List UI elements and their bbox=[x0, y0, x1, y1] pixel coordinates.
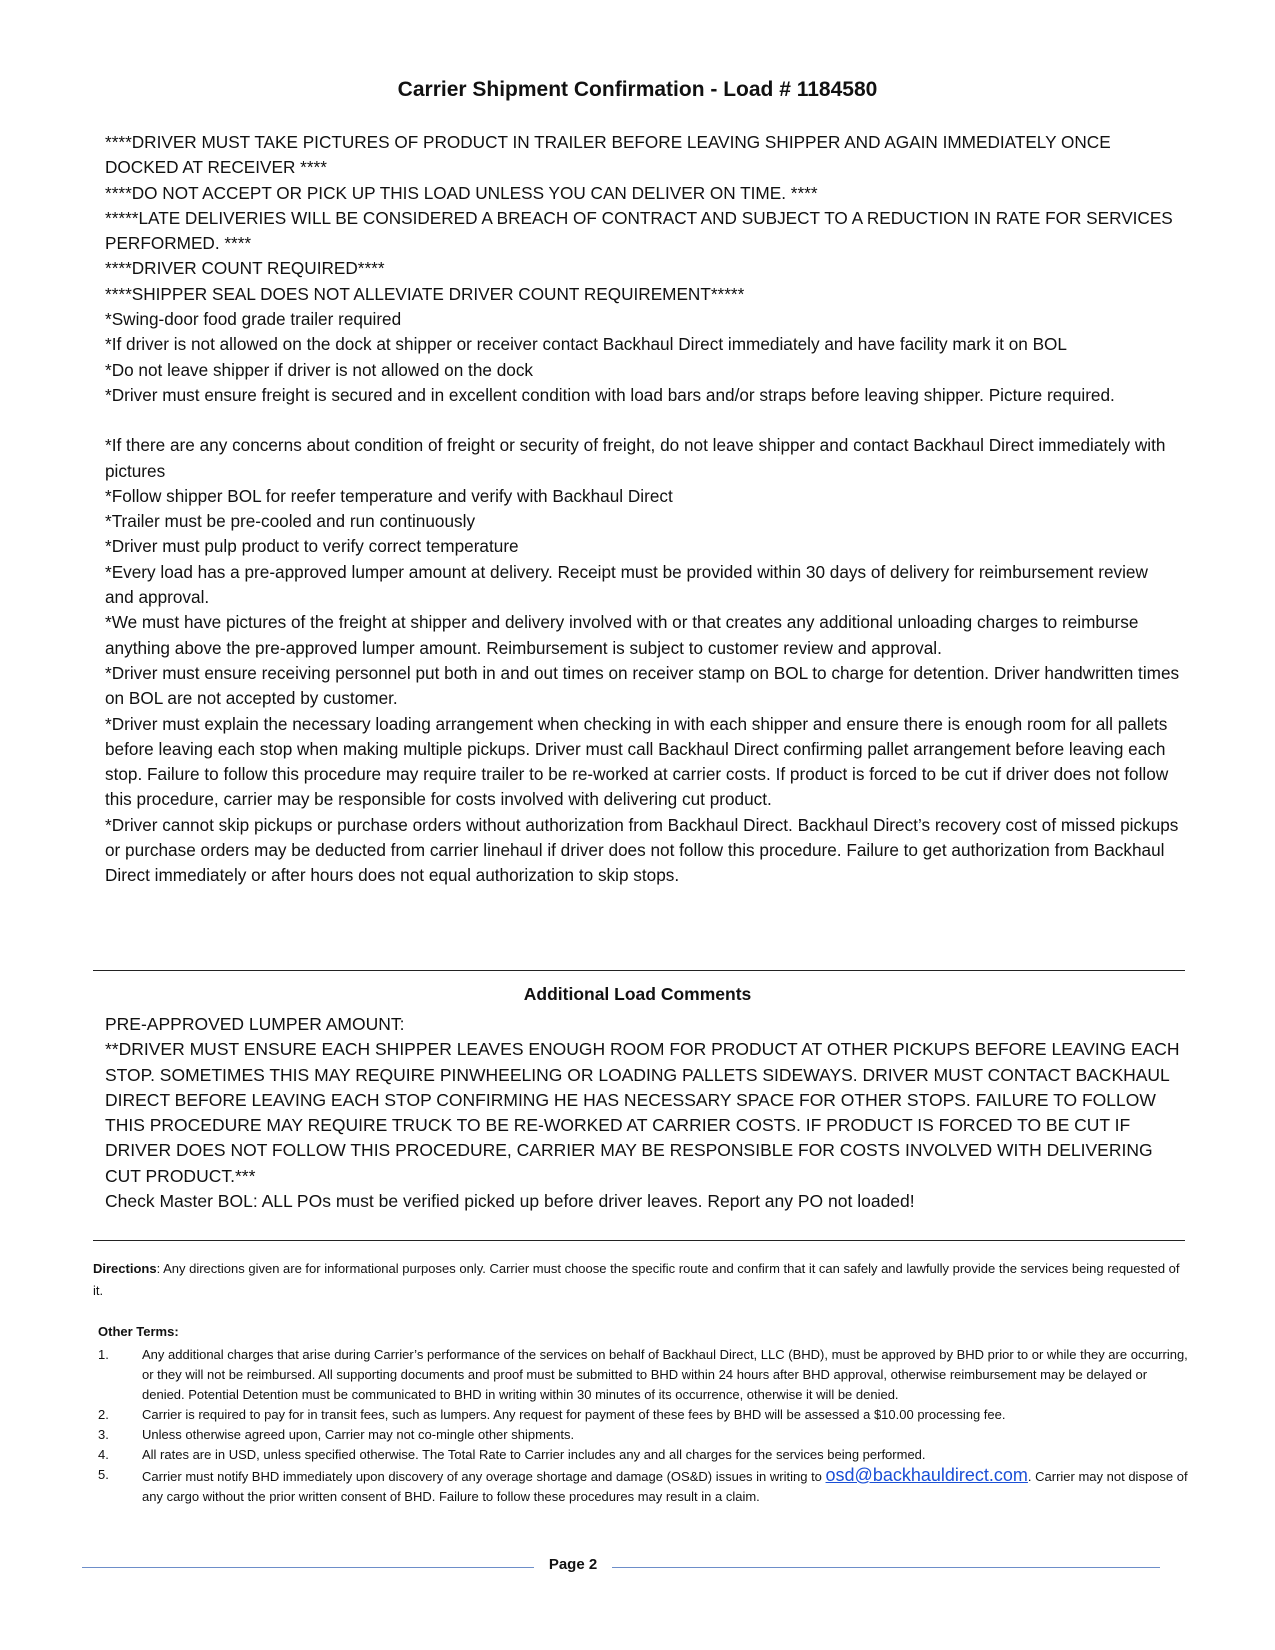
term-number: 3. bbox=[98, 1427, 109, 1442]
directions-text: : Any directions given are for informational purposes only. Carrier must choose the specific route and confirm that it can safely and lawfully provide the services being requested of it. bbox=[93, 1261, 1180, 1298]
term-text-before: Carrier must notify BHD immediately upon discovery of any overage shortage and damage (OS&D) issues in writing to bbox=[142, 1469, 826, 1484]
comment-line: Check Master BOL: ALL POs must be verified picked up before driver leaves. Report any PO not loaded! bbox=[105, 1191, 915, 1212]
instruction-line: *Driver must ensure freight is secured and in excellent condition with load bars and/or straps before leaving shipper. Picture required. bbox=[105, 384, 1115, 405]
term-text: Any additional charges that arise during Carrier’s performance of the services on behalf of Backhaul Direct, LLC (BHD), must be approved by BHD prior to or while they are occurring, or they will not be reimbursed. All supporting documents and proof must be submitted to BHD within 24 hours after BHD approval, otherwise reimbursement may be delayed or denied. Potential Detention must be communicated to BHD in writing within 30 minutes of its occurrence, otherwise it will be denied. bbox=[142, 1347, 1188, 1402]
instruction-line: *Trailer must be pre-cooled and run continuously bbox=[105, 511, 476, 532]
term-text: All rates are in USD, unless specified otherwise. The Total Rate to Carrier includes any and all charges for the services being performed. bbox=[142, 1447, 926, 1462]
instruction-line: ****DRIVER COUNT REQUIRED**** bbox=[105, 258, 385, 279]
term-text bbox=[142, 1465, 1188, 1507]
instruction-line: *If driver is not allowed on the dock at shipper or receiver contact Backhaul Direct immediately and have facility mark it on BOL bbox=[105, 334, 1067, 355]
additional-comments-body bbox=[105, 1012, 1185, 1214]
instruction-line: ****DO NOT ACCEPT OR PICK UP THIS LOAD UNLESS YOU CAN DELIVER ON TIME. **** bbox=[105, 182, 818, 203]
instruction-line: *Do not leave shipper if driver is not allowed on the dock bbox=[105, 359, 534, 380]
term-item bbox=[98, 1465, 1188, 1507]
additional-comments-title: Additional Load Comments bbox=[523, 984, 752, 1004]
term-number: 4. bbox=[98, 1447, 109, 1462]
instruction-line: ****SHIPPER SEAL DOES NOT ALLEVIATE DRIVER COUNT REQUIREMENT***** bbox=[105, 283, 745, 304]
section-divider bbox=[93, 970, 1185, 971]
instruction-line: *Driver must explain the necessary loading arrangement when checking in with each shipper and ensure there is enough room for all pallets before leaving each stop when making multiple pickups. Driver must call Backhaul Direct confirming pallet arrangement before leaving each stop. Failure to follow this procedure may require trailer to be re-worked at carrier costs. If product is forced to be cut if driver does not follow this procedure, carrier may be responsible for costs involved with delivering cut product. bbox=[105, 713, 1169, 810]
comment-line: PRE-APPROVED LUMPER AMOUNT: bbox=[105, 1014, 405, 1034]
instruction-line: *We must have pictures of the freight at shipper and delivery involved with or that creates any additional unloading charges to reimburse anything above the pre-approved lumper amount. Reimbursement is subject to customer review and approval. bbox=[105, 612, 1139, 658]
term-text: Carrier is required to pay for in transit fees, such as lumpers. Any request for payment of these fees by BHD will be assessed a $10.00 processing fee. bbox=[142, 1407, 1006, 1422]
footer-rule-right bbox=[612, 1567, 1160, 1568]
term-item bbox=[98, 1405, 1188, 1425]
instruction-line: *Driver must ensure receiving personnel put both in and out times on receiver stamp on BOL to charge for detention. Driver handwritten times on BOL are not accepted by customer. bbox=[105, 662, 1180, 709]
instruction-line: *Driver must pulp product to verify correct temperature bbox=[105, 536, 519, 557]
instruction-line: *Every load has a pre-approved lumper amount at delivery. Receipt must be provided within 30 days of delivery for reimbursement review and approval. bbox=[105, 561, 1148, 608]
term-text: Unless otherwise agreed upon, Carrier may not co-mingle other shipments. bbox=[142, 1427, 575, 1442]
instruction-line: *Swing-door food grade trailer required bbox=[105, 309, 402, 330]
document-title: Carrier Shipment Confirmation - Load # 1184580 bbox=[397, 78, 878, 101]
instruction-line: *If there are any concerns about condition of freight or security of freight, do not leave shipper and contact Backhaul Direct immediately with pictures bbox=[105, 435, 1166, 481]
driver-instructions bbox=[105, 130, 1180, 889]
term-item bbox=[98, 1445, 1188, 1465]
paragraph-gap bbox=[105, 408, 1180, 433]
term-item bbox=[98, 1425, 1188, 1445]
instruction-line: *Driver cannot skip pickups or purchase orders without authorization from Backhaul Direct. Backhaul Direct’s recovery cost of missed pickups or purchase orders may be deducted from carrier linehaul if driver does not follow this procedure. Failure to get authorization from Backhaul Direct immediately or after hours does not equal authorization to skip stops. bbox=[105, 814, 1179, 886]
other-terms-list bbox=[98, 1345, 1188, 1507]
term-item bbox=[98, 1345, 1188, 1405]
directions-label: Directions bbox=[93, 1261, 157, 1276]
term-number: 5. bbox=[98, 1467, 109, 1482]
comment-line: **DRIVER MUST ENSURE EACH SHIPPER LEAVES ENOUGH ROOM FOR PRODUCT AT OTHER PICKUPS BEFORE LEAVING EACH STOP. SOMETIMES THIS MAY REQUIRE PINWHEELING OR LOADING PALLETS SIDEWAYS. DRIVER MUST CONTACT BACKHAUL DIRECT BEFORE LEAVING EACH STOP CONFIRMING HE HAS NECESSARY SPACE FOR OTHER STOPS. FAILURE TO FOLLOW THIS PROCEDURE MAY REQUIRE TRUCK TO BE RE-WORKED AT CARRIER COSTS. IF PRODUCT IS FORCED TO BE CUT IF DRIVER DOES NOT FOLLOW THIS PROCEDURE, CARRIER MAY BE RESPONSIBLE FOR COSTS INVOLVED WITH DELIVERING CUT PRODUCT.*** bbox=[105, 1039, 1180, 1186]
section-divider bbox=[93, 1240, 1185, 1241]
footer-rule-left bbox=[82, 1567, 534, 1568]
term-number: 2. bbox=[98, 1407, 109, 1422]
directions-paragraph bbox=[93, 1258, 1183, 1302]
instruction-line: ****DRIVER MUST TAKE PICTURES OF PRODUCT IN TRAILER BEFORE LEAVING SHIPPER AND AGAIN IMMEDIATELY ONCE DOCKED AT RECEIVER **** bbox=[105, 132, 1111, 178]
instruction-line: *****LATE DELIVERIES WILL BE CONSIDERED A BREACH OF CONTRACT AND SUBJECT TO A REDUCTION IN RATE FOR SERVICES PERFORMED. **** bbox=[105, 207, 1173, 254]
osd-email-link[interactable]: osd@backhauldirect.com bbox=[825, 1465, 1028, 1485]
term-text-after: . Carrier may not dispose of any cargo without the prior written consent of BHD. Failure to follow these procedures may result in a claim. bbox=[142, 1469, 1188, 1504]
other-terms-title: Other Terms: bbox=[98, 1324, 179, 1339]
instruction-line: *Follow shipper BOL for reefer temperature and verify with Backhaul Direct bbox=[105, 485, 673, 506]
page-number: Page 2 bbox=[548, 1556, 598, 1573]
term-number: 1. bbox=[98, 1347, 109, 1362]
